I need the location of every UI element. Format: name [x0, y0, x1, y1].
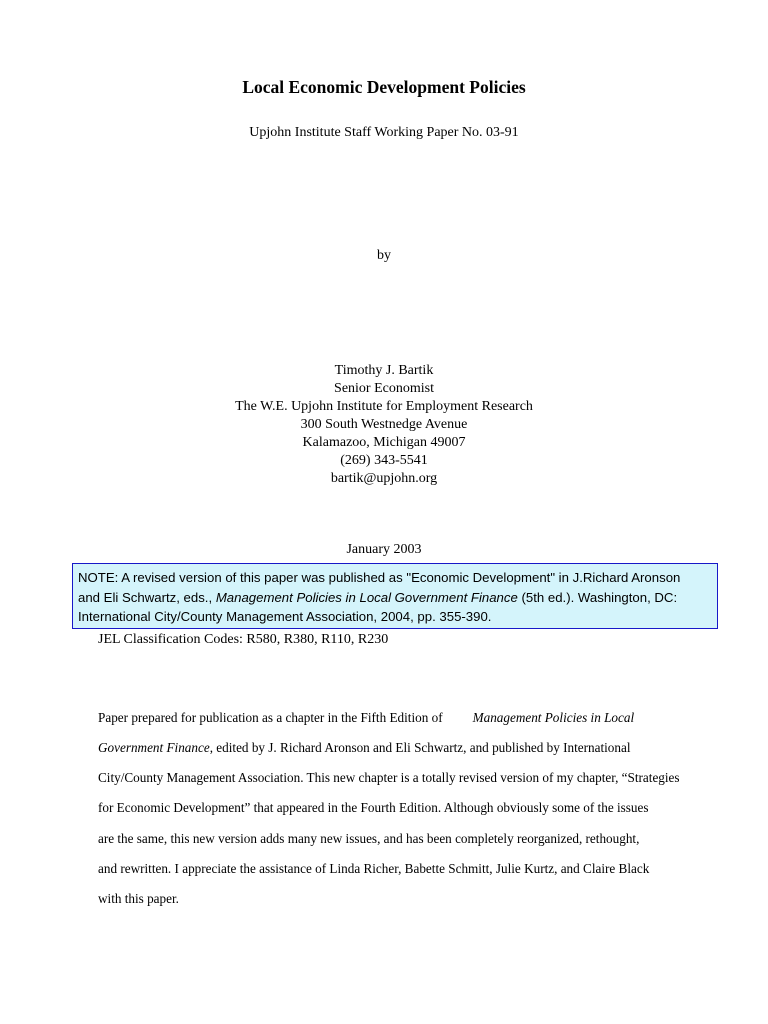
- author-street: 300 South Westnedge Avenue: [300, 417, 468, 432]
- paper-title: Local Economic Development Policies: [242, 77, 526, 97]
- revision-note-box: [72, 563, 718, 629]
- author-name: Timothy J. Bartik: [334, 363, 434, 378]
- note-book-title: Management Policies in Local Government Finance: [215, 589, 518, 605]
- note-line-2-suffix: (5th ed.). Washington, DC:: [517, 589, 678, 605]
- author-email: bartik@upjohn.org: [330, 471, 438, 486]
- note-line-3: International City/County Management Association, 2004, pp. 355-390.: [78, 609, 492, 624]
- author-institution: The W.E. Upjohn Institute for Employment Research: [235, 399, 533, 414]
- paragraph-line-1-prefix: Paper prepared for publication as a chapter in the Fifth Edition of: [98, 710, 443, 725]
- paragraph-book-title-part-1: Management Policies in Local: [472, 710, 635, 725]
- paragraph-book-title-part-2: Government Finance: [98, 740, 210, 755]
- author-position: Senior Economist: [334, 381, 434, 396]
- paper-subtitle: Upjohn Institute Staff Working Paper No. 03-91: [249, 125, 519, 140]
- author-block: [0, 362, 768, 488]
- paragraph-line-2-suffix: , edited by J. Richard Aronson and Eli Schwartz, and published by International: [209, 740, 631, 755]
- jel-codes: JEL Classification Codes: R580, R380, R110, R230: [98, 632, 389, 647]
- paragraph-line-2: [98, 740, 631, 756]
- paragraph-line-6: and rewritten. I appreciate the assistance of Linda Richer, Babette Schmitt, Julie Kurtz, and Claire Black: [98, 861, 650, 876]
- author-phone: (269) 343-5541: [340, 453, 428, 468]
- note-line-2-prefix: and Eli Schwartz, eds.,: [78, 589, 216, 605]
- paragraph-line-3: City/County Management Association. This new chapter is a totally revised version of my chapter, “Strategies: [98, 770, 680, 785]
- paragraph-line-1: [98, 710, 634, 726]
- paper-date: January 2003: [346, 542, 422, 557]
- by-line: by: [377, 248, 391, 263]
- paragraph-line-4: for Economic Development” that appeared in the Fourth Edition. Although obviously some of the issues: [98, 800, 649, 815]
- note-line-1: NOTE: A revised version of this paper was published as "Economic Development" in J.Richard Aronson: [78, 570, 681, 585]
- author-city: Kalamazoo, Michigan 49007: [302, 435, 466, 450]
- paragraph-line-5: are the same, this new version adds many new issues, and has been completely reorganized, rethought,: [98, 831, 640, 846]
- note-line-2: [78, 588, 717, 608]
- paragraph-line-7: with this paper.: [98, 891, 179, 906]
